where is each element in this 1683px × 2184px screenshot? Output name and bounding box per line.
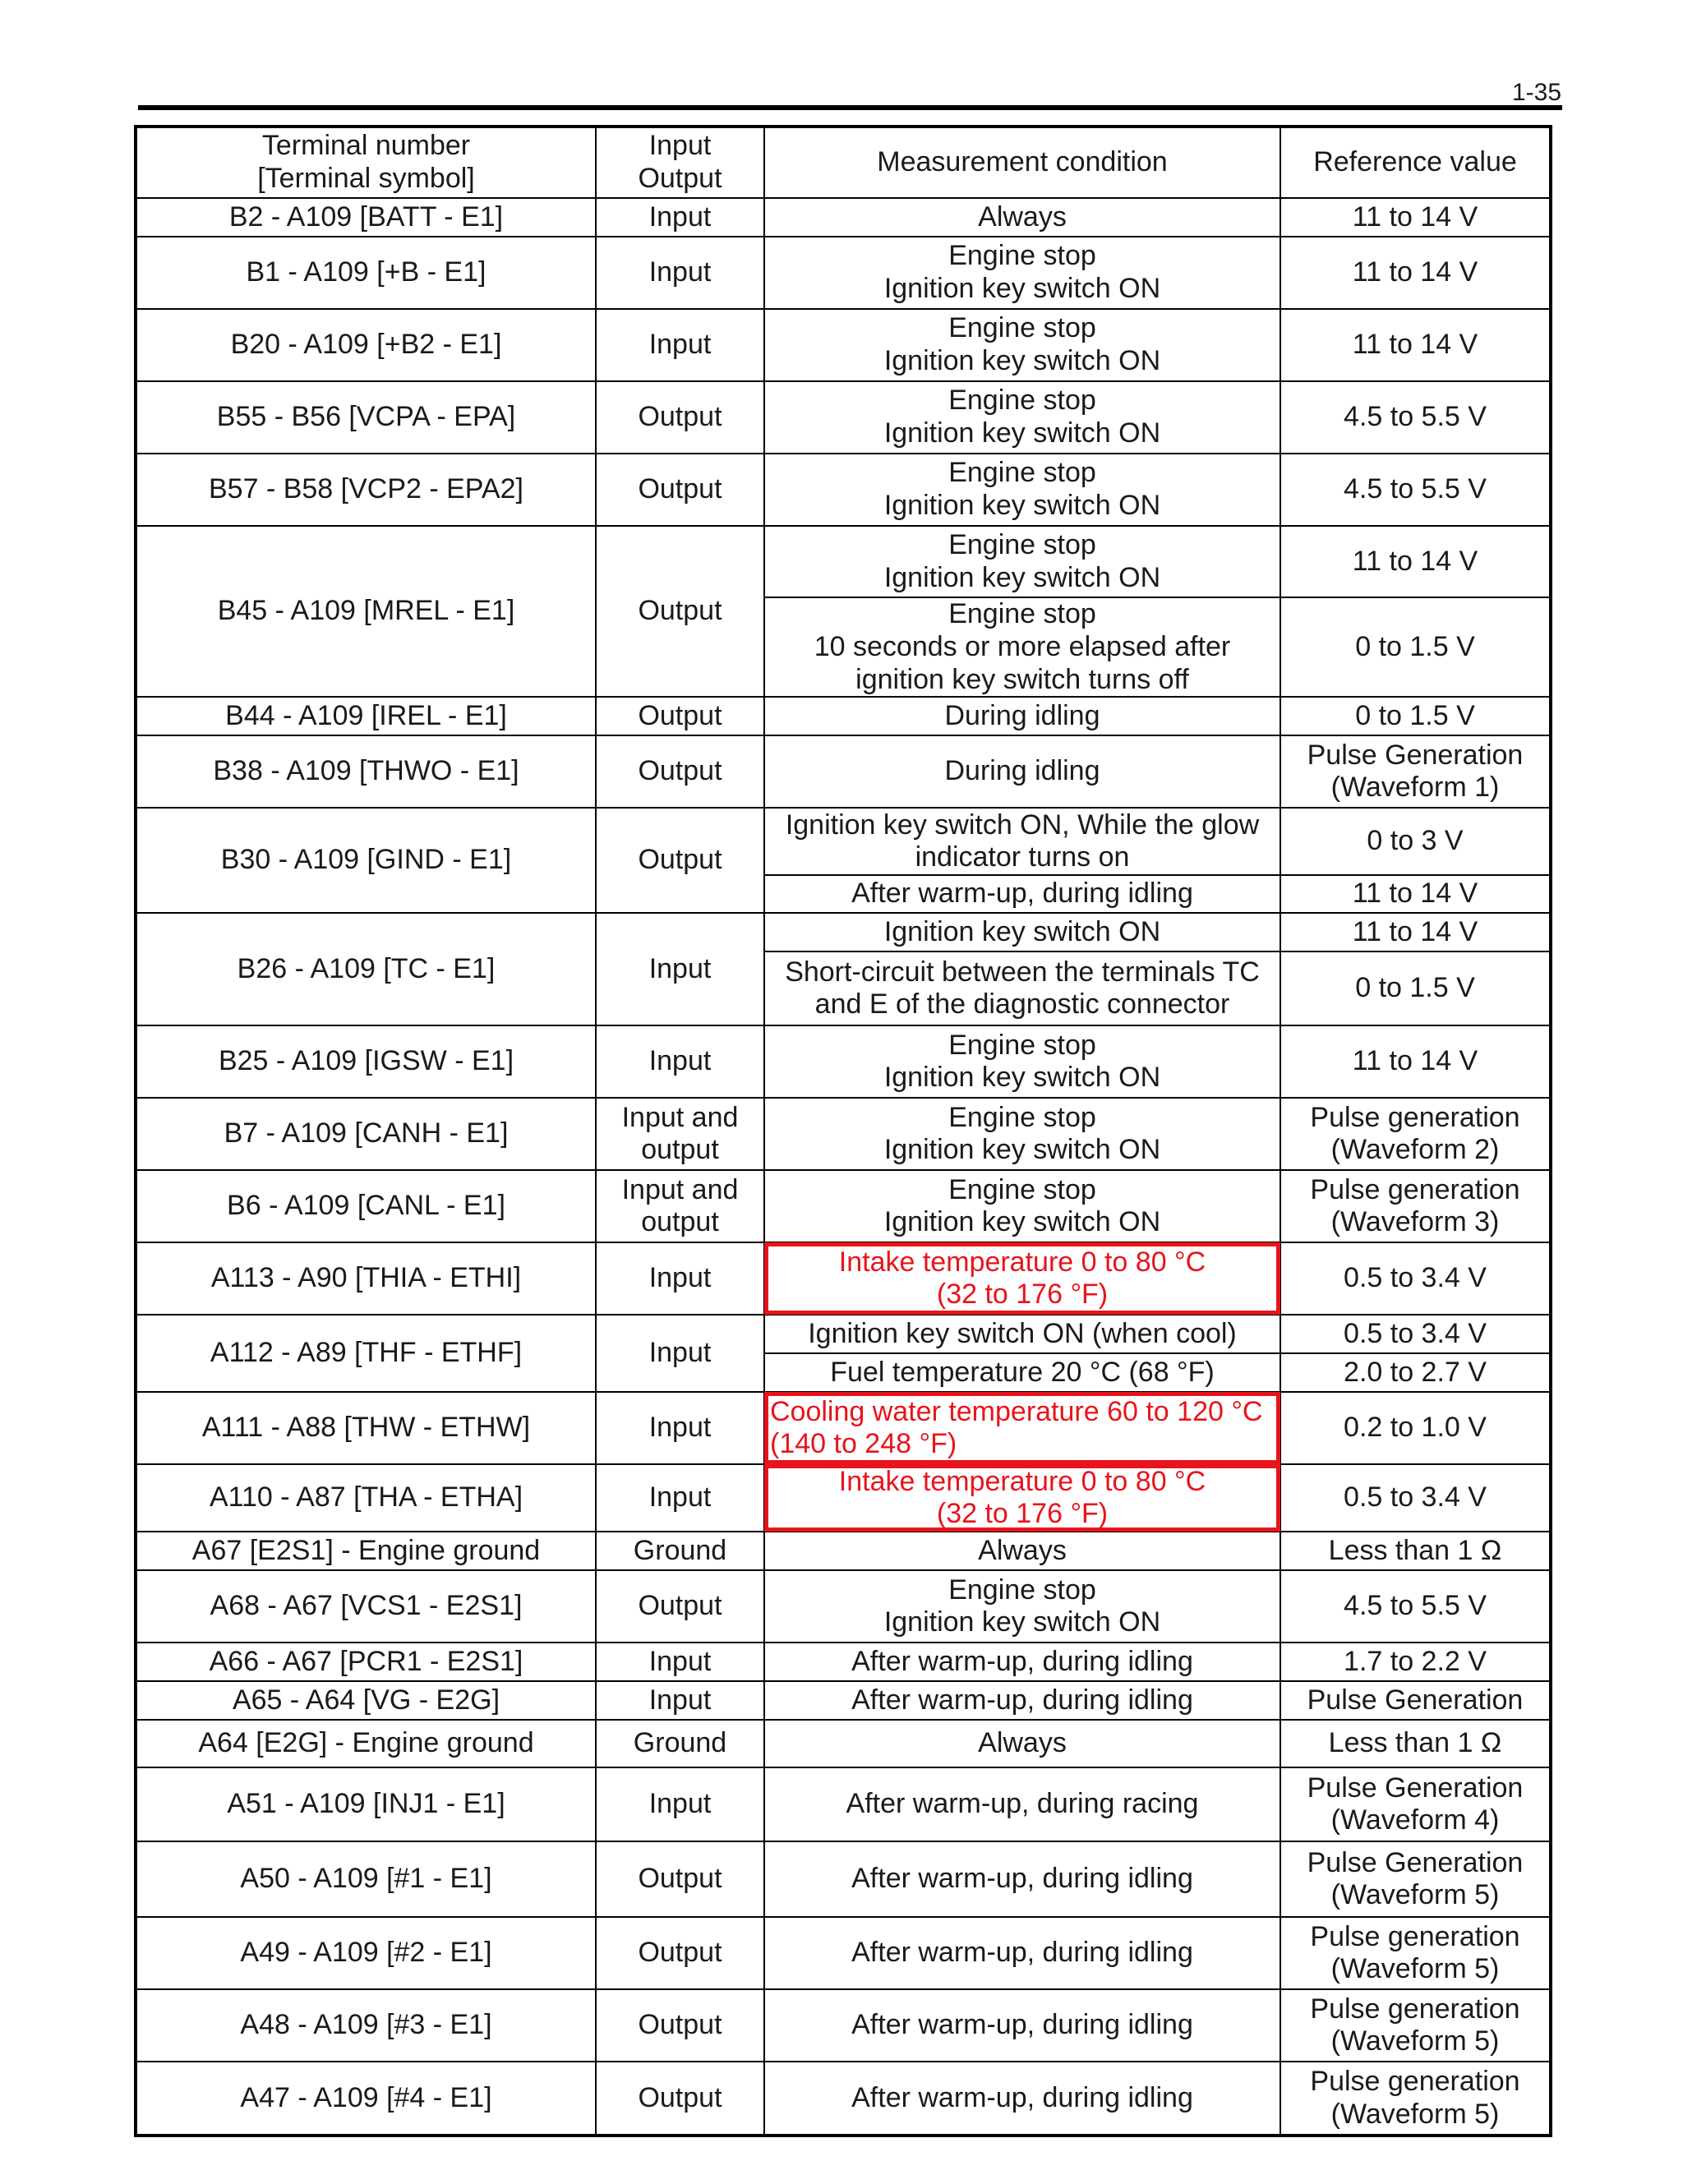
condition-line: Engine stop [948, 312, 1096, 344]
terminal-cell: A47 - A109 [#4 - E1] [136, 2062, 596, 2136]
reference-cell [1280, 1570, 1551, 1643]
table-row [136, 1767, 1551, 1841]
condition-line: Engine stop [948, 528, 1096, 560]
condition-line: Engine stop [948, 1573, 1096, 1606]
reference-line: 11 to 14 V [1352, 878, 1478, 910]
reference-line: Pulse generation [1310, 1920, 1520, 1952]
condition-line: Ignition key switch ON [883, 417, 1161, 449]
table-row [136, 1464, 1551, 1532]
terminal-cell: B55 - B56 [VCPA - EPA] [136, 381, 596, 454]
condition-cell [764, 1643, 1280, 1681]
io-cell [596, 1720, 764, 1767]
reference-cell [1280, 597, 1551, 697]
io-line: output [641, 1206, 719, 1238]
table-row [136, 913, 1551, 951]
io-cell [596, 735, 764, 808]
condition-line: After warm-up, during idling [851, 2081, 1193, 2113]
table-row [136, 1570, 1551, 1643]
condition-cell [764, 198, 1280, 237]
terminal-cell: B44 - A109 [IREL - E1] [136, 697, 596, 735]
table-row [136, 1025, 1551, 1098]
condition-cell [764, 1720, 1280, 1767]
terminal-cell: A111 - A88 [THW - ETHW] [136, 1392, 596, 1464]
condition-line: and E of the diagnostic connector [814, 988, 1230, 1021]
table-row [136, 526, 1551, 597]
io-line: Output [638, 401, 722, 433]
io-cell [596, 1315, 764, 1392]
condition-line: Ignition key switch ON, While the glow [785, 809, 1260, 841]
io-line: Input [648, 1788, 712, 1820]
condition-line: After warm-up, during racing [846, 1788, 1199, 1820]
highlighted-condition-cell [764, 1464, 1280, 1532]
reference-line: (Waveform 1) [1330, 772, 1500, 804]
reference-line: (Waveform 3) [1330, 1206, 1500, 1238]
condition-line: 10 seconds or more elapsed after [814, 630, 1231, 662]
reference-cell [1280, 198, 1551, 237]
reference-line: 0.5 to 3.4 V [1344, 1481, 1487, 1514]
condition-line: ignition key switch turns off [855, 663, 1189, 695]
reference-cell [1280, 2062, 1551, 2136]
reference-line: Less than 1 Ω [1328, 1534, 1502, 1566]
reference-line: Pulse Generation [1307, 739, 1524, 771]
reference-line: 2.0 to 2.7 V [1344, 1356, 1487, 1388]
condition-line: Ignition key switch ON [883, 1134, 1161, 1166]
condition-cell [764, 1767, 1280, 1841]
io-line: Output [638, 2081, 722, 2113]
condition-cell [764, 1989, 1280, 2062]
reference-line: Pulse generation [1310, 1993, 1520, 2025]
io-cell [596, 1464, 764, 1532]
condition-cell [764, 1315, 1280, 1353]
terminal-cell: B2 - A109 [BATT - E1] [136, 198, 596, 237]
terminal-cell: B1 - A109 [+B - E1] [136, 237, 596, 309]
table-row [136, 735, 1551, 808]
table-row [136, 697, 1551, 735]
io-cell [596, 1989, 764, 2062]
condition-line: Engine stop [948, 1173, 1096, 1205]
io-line: Output [638, 2009, 722, 2041]
io-cell [596, 526, 764, 697]
condition-line: Ignition key switch ON [883, 1606, 1161, 1638]
header-io [596, 127, 764, 198]
reference-cell [1280, 1098, 1551, 1170]
io-cell [596, 1242, 764, 1315]
io-line: Input [648, 256, 712, 288]
condition-line: During idling [944, 755, 1100, 787]
condition-line: After warm-up, during idling [851, 878, 1193, 910]
table-row [136, 381, 1551, 454]
reference-cell [1280, 1315, 1551, 1353]
header-terminal-line-1: Terminal number [261, 130, 471, 162]
reference-cell [1280, 1025, 1551, 1098]
condition-line: Ignition key switch ON [883, 561, 1161, 593]
condition-cell [764, 1098, 1280, 1170]
condition-cell [764, 875, 1280, 913]
reference-line: 11 to 14 V [1352, 545, 1478, 577]
table-row [136, 808, 1551, 875]
reference-cell [1280, 237, 1551, 309]
reference-cell [1280, 381, 1551, 454]
terminal-cell: A68 - A67 [VCS1 - E2S1] [136, 1570, 596, 1643]
reference-line: 4.5 to 5.5 V [1344, 401, 1487, 433]
io-line: Output [638, 699, 722, 731]
table-row [136, 2062, 1551, 2136]
reference-line: 0 to 1.5 V [1355, 699, 1475, 731]
reference-cell [1280, 735, 1551, 808]
reference-line: 0 to 3 V [1367, 825, 1464, 857]
io-line: Input [648, 1262, 712, 1294]
terminal-cell: A67 [E2S1] - Engine ground [136, 1532, 596, 1570]
reference-line: (Waveform 2) [1330, 1134, 1500, 1166]
reference-cell [1280, 808, 1551, 875]
condition-cell [764, 381, 1280, 454]
terminal-cell: B26 - A109 [TC - E1] [136, 913, 596, 1025]
reference-line: (Waveform 5) [1330, 1879, 1500, 1911]
io-cell [596, 1098, 764, 1170]
reference-cell [1280, 951, 1551, 1025]
condition-line: Engine stop [948, 385, 1096, 417]
condition-line: Ignition key switch ON [883, 915, 1161, 947]
condition-line: (32 to 176 °F) [936, 1279, 1109, 1311]
condition-line: During idling [944, 699, 1100, 731]
terminal-cell: B7 - A109 [CANH - E1] [136, 1098, 596, 1170]
condition-line: After warm-up, during idling [851, 1645, 1193, 1677]
io-line: Output [638, 844, 722, 876]
reference-line: (Waveform 5) [1330, 1953, 1500, 1985]
terminal-cell: B25 - A109 [IGSW - E1] [136, 1025, 596, 1098]
condition-line: Always [978, 1534, 1067, 1566]
condition-line: After warm-up, during idling [851, 2009, 1193, 2041]
terminal-cell: B6 - A109 [CANL - E1] [136, 1170, 596, 1242]
table-row [136, 1315, 1551, 1353]
io-line: Output [638, 473, 722, 505]
terminal-cell: B20 - A109 [+B2 - E1] [136, 309, 596, 381]
terminal-cell: B45 - A109 [MREL - E1] [136, 526, 596, 697]
condition-line: Ignition key switch ON [883, 1206, 1161, 1238]
condition-line: indicator turns on [915, 841, 1130, 873]
io-cell [596, 237, 764, 309]
io-line: Input [648, 1481, 712, 1514]
reference-cell [1280, 1532, 1551, 1570]
table-row [136, 198, 1551, 237]
reference-cell [1280, 1917, 1551, 1989]
table-row [136, 237, 1551, 309]
reference-line: Less than 1 Ω [1328, 1727, 1502, 1759]
reference-line: 4.5 to 5.5 V [1344, 473, 1487, 505]
io-line: Input and [621, 1173, 739, 1205]
terminal-spec-table [134, 125, 1552, 2137]
condition-line: Ignition key switch ON [883, 273, 1161, 304]
reference-line: Pulse Generation [1307, 1846, 1524, 1878]
condition-cell [764, 1917, 1280, 1989]
header-reference: Reference value [1280, 127, 1551, 198]
table-row [136, 309, 1551, 381]
reference-line: Pulse generation [1310, 1173, 1520, 1205]
io-line: Output [638, 595, 722, 627]
condition-line: Ignition key switch ON [883, 490, 1161, 521]
table-row [136, 1532, 1551, 1570]
table-row [136, 1098, 1551, 1170]
terminal-cell: A113 - A90 [THIA - ETHI] [136, 1242, 596, 1315]
condition-cell [764, 1841, 1280, 1917]
reference-cell [1280, 913, 1551, 951]
table-row [136, 454, 1551, 526]
reference-line: 0 to 1.5 V [1355, 630, 1475, 662]
condition-cell [764, 735, 1280, 808]
reference-line: 0 to 1.5 V [1355, 972, 1475, 1004]
reference-line: 11 to 14 V [1352, 915, 1478, 947]
io-cell [596, 1681, 764, 1720]
reference-cell [1280, 1989, 1551, 2062]
io-cell [596, 1917, 764, 1989]
condition-cell [764, 697, 1280, 735]
reference-line: (Waveform 5) [1330, 2025, 1500, 2057]
condition-line: Fuel temperature 20 °C (68 °F) [830, 1356, 1215, 1388]
terminal-cell: A51 - A109 [INJ1 - E1] [136, 1767, 596, 1841]
io-cell [596, 2062, 764, 2136]
condition-line: Engine stop [948, 457, 1096, 489]
condition-line: Intake temperature 0 to 80 °C [838, 1465, 1206, 1497]
reference-line: Pulse generation [1310, 2066, 1520, 2098]
condition-line: Short-circuit between the terminals TC [785, 956, 1260, 988]
highlighted-condition-cell [764, 1242, 1280, 1315]
reference-line: 11 to 14 V [1352, 1045, 1478, 1077]
reference-cell [1280, 697, 1551, 735]
terminal-cell: A66 - A67 [PCR1 - E2S1] [136, 1643, 596, 1681]
reference-cell [1280, 1841, 1551, 1917]
io-line: output [641, 1134, 719, 1166]
terminal-cell: A110 - A87 [THA - ETHA] [136, 1464, 596, 1532]
condition-line: (140 to 248 °F) [770, 1428, 957, 1460]
reference-line: 4.5 to 5.5 V [1344, 1590, 1487, 1622]
condition-cell [764, 1353, 1280, 1392]
condition-cell [764, 2062, 1280, 2136]
reference-cell [1280, 309, 1551, 381]
table-row [136, 1989, 1551, 2062]
condition-cell [764, 1681, 1280, 1720]
io-cell [596, 198, 764, 237]
table-row [136, 1242, 1551, 1315]
condition-line: Engine stop [948, 240, 1096, 272]
condition-cell [764, 1532, 1280, 1570]
reference-cell [1280, 1720, 1551, 1767]
table-row [136, 1917, 1551, 1989]
reference-line: Pulse Generation [1307, 1772, 1524, 1804]
terminal-cell: A49 - A109 [#2 - E1] [136, 1917, 596, 1989]
io-cell [596, 454, 764, 526]
reference-line: 0.5 to 3.4 V [1344, 1262, 1487, 1294]
condition-line: After warm-up, during idling [851, 1937, 1193, 1969]
condition-cell [764, 454, 1280, 526]
condition-cell [764, 526, 1280, 597]
condition-cell [764, 309, 1280, 381]
condition-line: Ignition key switch ON [883, 345, 1161, 376]
table-row [136, 1720, 1551, 1767]
reference-line: Pulse generation [1310, 1101, 1520, 1133]
condition-line: Ignition key switch ON [883, 1062, 1161, 1094]
table-row [136, 1841, 1551, 1917]
reference-line: Pulse Generation [1307, 1684, 1524, 1716]
terminal-cell: B38 - A109 [THWO - E1] [136, 735, 596, 808]
condition-cell [764, 808, 1280, 875]
terminal-cell: A65 - A64 [VG - E2G] [136, 1681, 596, 1720]
header-rule [138, 105, 1562, 110]
io-cell [596, 1170, 764, 1242]
io-line: Input [648, 1684, 712, 1716]
condition-cell [764, 1570, 1280, 1643]
reference-cell [1280, 526, 1551, 597]
io-cell [596, 1643, 764, 1681]
reference-cell [1280, 1353, 1551, 1392]
reference-cell [1280, 1643, 1551, 1681]
reference-cell [1280, 454, 1551, 526]
io-line: Input [648, 329, 712, 361]
condition-line: Engine stop [948, 1029, 1096, 1061]
condition-line: After warm-up, during idling [851, 1863, 1193, 1895]
io-line: Output [638, 1937, 722, 1969]
io-cell [596, 1025, 764, 1098]
io-line: Input [648, 1337, 712, 1369]
header-io-line-1: Input [648, 130, 712, 162]
condition-cell [764, 913, 1280, 951]
table-row [136, 1643, 1551, 1681]
terminal-cell: A48 - A109 [#3 - E1] [136, 1989, 596, 2062]
io-cell [596, 913, 764, 1025]
page-number: 1-35 [1511, 79, 1561, 106]
condition-cell [764, 951, 1280, 1025]
reference-line: 11 to 14 V [1352, 329, 1478, 361]
condition-line: Intake temperature 0 to 80 °C [838, 1246, 1206, 1278]
io-cell [596, 309, 764, 381]
io-line: Input [648, 1412, 712, 1444]
reference-line: (Waveform 4) [1330, 1804, 1500, 1836]
condition-line: (32 to 176 °F) [936, 1498, 1109, 1530]
condition-line: Engine stop [948, 598, 1096, 629]
reference-line: 1.7 to 2.2 V [1344, 1645, 1487, 1677]
terminal-cell: B30 - A109 [GIND - E1] [136, 808, 596, 913]
io-line: Input [648, 1045, 712, 1077]
reference-line: (Waveform 5) [1330, 2098, 1500, 2130]
io-cell [596, 808, 764, 913]
condition-line: Always [978, 200, 1067, 233]
io-line: Output [638, 1863, 722, 1895]
reference-line: 11 to 14 V [1352, 256, 1478, 288]
condition-line: After warm-up, during idling [851, 1684, 1193, 1716]
condition-line: Cooling water temperature 60 to 120 °C [770, 1395, 1263, 1427]
reference-cell [1280, 1464, 1551, 1532]
reference-cell [1280, 1681, 1551, 1720]
io-cell [596, 1570, 764, 1643]
condition-line: Engine stop [948, 1101, 1096, 1133]
io-cell [596, 1767, 764, 1841]
table-row [136, 1392, 1551, 1464]
condition-cell [764, 597, 1280, 697]
terminal-cell: B57 - B58 [VCP2 - EPA2] [136, 454, 596, 526]
io-line: Ground [633, 1727, 727, 1759]
header-io-line-2: Output [638, 163, 722, 194]
condition-line: Ignition key switch ON (when cool) [808, 1317, 1237, 1349]
io-line: Input [648, 200, 712, 233]
reference-cell [1280, 1392, 1551, 1464]
terminal-cell: A50 - A109 [#1 - E1] [136, 1841, 596, 1917]
reference-line: 0.2 to 1.0 V [1344, 1412, 1487, 1444]
io-cell [596, 381, 764, 454]
io-cell [596, 1532, 764, 1570]
terminal-cell: A64 [E2G] - Engine ground [136, 1720, 596, 1767]
condition-cell [764, 237, 1280, 309]
table-body [136, 198, 1551, 2136]
condition-line: Always [978, 1727, 1067, 1759]
condition-cell [764, 1025, 1280, 1098]
io-line: Input [648, 1645, 712, 1677]
io-line: Input [648, 952, 712, 984]
io-line: Output [638, 1590, 722, 1622]
header-terminal-line-2: [Terminal symbol] [257, 163, 475, 194]
header-terminal [136, 127, 596, 198]
reference-cell [1280, 1767, 1551, 1841]
io-cell [596, 1392, 764, 1464]
table-row [136, 1681, 1551, 1720]
header-condition: Measurement condition [764, 127, 1280, 198]
reference-cell [1280, 875, 1551, 913]
condition-cell [764, 1170, 1280, 1242]
reference-cell [1280, 1242, 1551, 1315]
highlighted-condition-cell [764, 1392, 1280, 1464]
io-line: Ground [633, 1534, 727, 1566]
reference-line: 0.5 to 3.4 V [1344, 1317, 1487, 1349]
reference-cell [1280, 1170, 1551, 1242]
io-cell [596, 697, 764, 735]
reference-line: 11 to 14 V [1352, 200, 1478, 233]
io-line: Output [638, 755, 722, 787]
table-row [136, 1170, 1551, 1242]
header-row [136, 127, 1551, 198]
io-cell [596, 1841, 764, 1917]
terminal-cell: A112 - A89 [THF - ETHF] [136, 1315, 596, 1392]
io-line: Input and [621, 1101, 739, 1133]
